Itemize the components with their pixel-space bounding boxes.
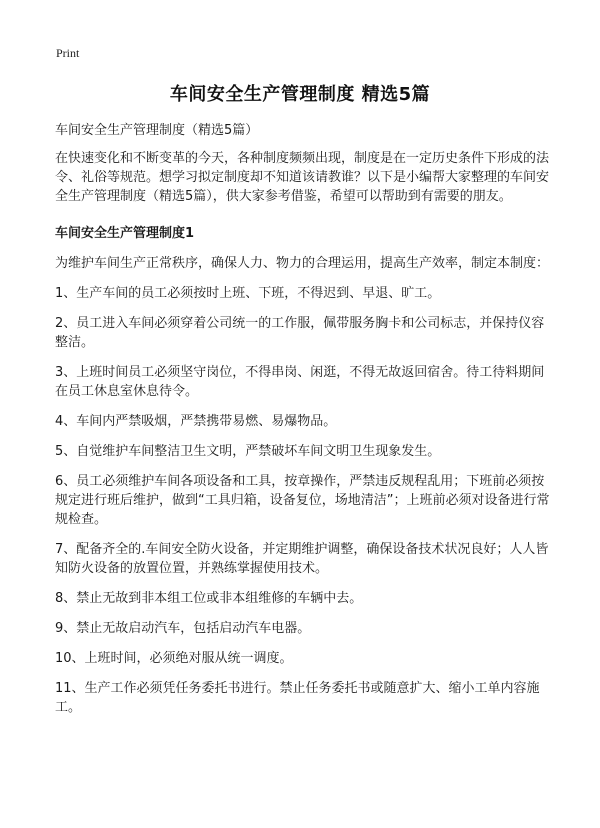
rule-item-8: 8、禁止无故到非本组工位或非本组维修的车辆中去。 <box>55 591 363 606</box>
page-title: 车间安全生产管理制度 精选5篇 <box>169 84 431 105</box>
rule-item-7: 7、配备齐全的.车间安全防火设备，并定期维护调整，确保设备技术状况良好；人人皆知防火设备的放置位置，并熟练掌握使用技术。 <box>55 542 549 576</box>
rule-item-6: 6、员工必须维护车间各项设备和工具，按章操作，严禁违反规程乱用；下班前必须按规定进行班后维护，做到“工具归箱，设备复位，场地清洁”；上班前必须对设备进行常规检查。 <box>55 474 550 527</box>
rule-item-2: 2、员工进入车间必须穿着公司统一的工作服，佩带服务胸卡和公司标志，并保持仪容整洁。 <box>55 316 545 350</box>
print-link[interactable]: Print <box>56 46 80 60</box>
rule-item-3: 3、上班时间员工必须坚守岗位，不得串岗、闲逛，不得无故返回宿舍。待工待料期间在员工休息室休息待令。 <box>55 365 545 399</box>
rule-item-11: 11、生产工作必须凭任务委托书进行。禁止任务委托书或随意扩大、缩小工单内容施工。 <box>55 681 540 715</box>
rule-item-5: 5、自觉维护车间整洁卫生文明，严禁破坏车间文明卫生现象发生。 <box>55 444 441 459</box>
section-heading: 车间安全生产管理制度1 <box>55 226 195 241</box>
rule-item-9: 9、禁止无故启动汽车，包括启动汽车电器。 <box>55 621 311 636</box>
document-body <box>55 121 551 728</box>
rule-item-1: 1、生产车间的员工必须按时上班、下班，不得迟到、早退、旷工。 <box>55 286 441 301</box>
document-subtitle: 车间安全生产管理制度（精选5篇） <box>55 123 259 138</box>
intro-paragraph: 在快速变化和不断变革的今天，各种制度频频出现，制度是在一定历史条件下形成的法令、礼俗等规范。想学习拟定制度却不知道该请教谁？以下是小编帮大家整理的车间安全生产管理制度（精选5篇），供大家参考借鉴，希望可以帮助到有需要的朋友。 <box>55 151 550 204</box>
rule-item-10: 10、上班时间，必须绝对服从统一调度。 <box>55 651 293 666</box>
section-intro-paragraph: 为维护车间生产正常秩序，确保人力、物力的合理运用，提高生产效率，制定本制度： <box>55 256 550 271</box>
rule-item-4: 4、车间内严禁吸烟，严禁携带易燃、易爆物品。 <box>55 414 337 429</box>
